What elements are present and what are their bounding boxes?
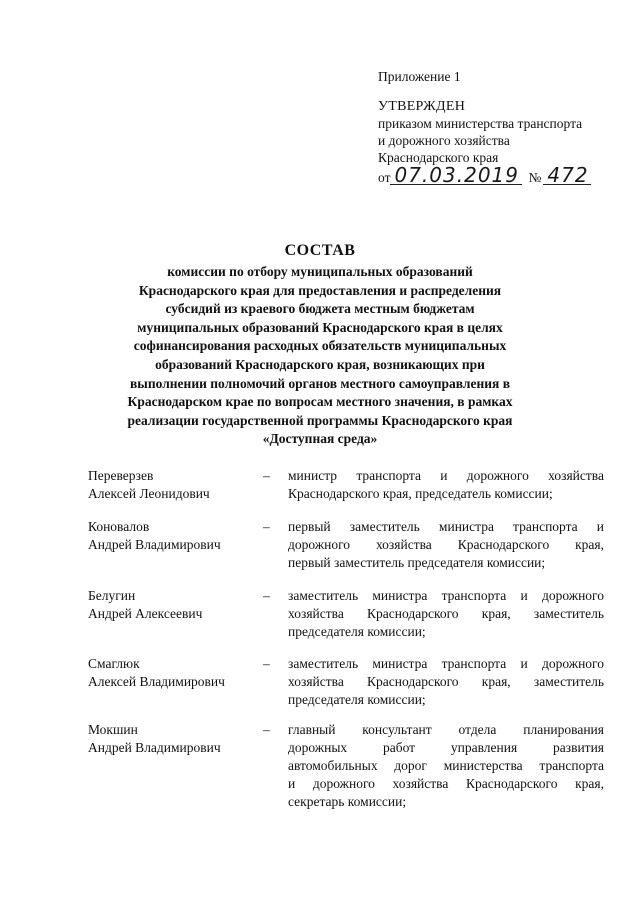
role-line: дорожных работ управления развития (288, 740, 604, 755)
member-dash: – (263, 588, 270, 603)
member-name (88, 655, 258, 691)
date-prefix: от (378, 170, 391, 185)
appendix-label: Приложение 1 (378, 69, 461, 84)
role-line: первый заместитель председателя комиссии; (288, 555, 546, 570)
role-line: Краснодарского края, председатель комиссии; (288, 486, 553, 501)
role-line: заместитель министра транспорта и дорожного (288, 656, 604, 671)
role-line: секретарь комиссии; (288, 794, 407, 809)
member-given-names: Андрей Владимирович (88, 740, 221, 755)
role-line: заместитель министра транспорта и дорожного (288, 588, 604, 603)
role-line: дорожного хозяйства Краснодарского края, (288, 537, 604, 552)
member-dash: – (263, 468, 270, 483)
member-surname: Мокшин (88, 722, 138, 737)
role-line: председателя комиссии; (288, 692, 426, 707)
order-number: 472 (543, 166, 591, 185)
subtitle-line: «Доступная среда» (262, 431, 378, 447)
member-role (288, 721, 604, 811)
approved-by-line-3: Краснодарского края (378, 150, 499, 165)
order-date-number-line (378, 163, 628, 187)
subtitle-line: выполнении полномочий органов местного самоуправления в (130, 375, 510, 391)
document-title: СОСТАВ (284, 242, 356, 259)
member-name (88, 587, 258, 623)
role-line: и дорожного хозяйства Краснодарского края, (288, 776, 604, 791)
approved-label: УТВЕРЖДЕН (378, 99, 466, 114)
member-role (288, 518, 604, 572)
subtitle-line: субсидий из краевого бюджета местным бюджетам (165, 301, 475, 317)
member-surname: Переверзев (88, 468, 154, 483)
member-name (88, 518, 258, 554)
member-role (288, 587, 604, 641)
member-dash: – (263, 722, 270, 737)
member-given-names: Алексей Леонидович (88, 486, 210, 501)
approved-by-line-1: приказом министерства транспорта (378, 116, 583, 131)
member-name (88, 721, 258, 757)
role-line: министр транспорта и дорожного хозяйства (288, 468, 604, 483)
member-given-names: Андрей Алексеевич (88, 606, 203, 621)
role-line: автомобильных дорог министерства транспорта (288, 758, 604, 773)
subtitle-line: Краснодарском крае по вопросам местного значения, в рамках (127, 394, 513, 410)
subtitle-line: образований Краснодарского края, возникающих при (155, 356, 485, 372)
member-role (288, 467, 604, 503)
order-date: 07.03.2019 (390, 166, 522, 185)
subtitle-line: муниципальных образований Краснодарского края в целях (137, 319, 503, 335)
role-line: хозяйства Краснодарского края, заместитель (288, 606, 604, 621)
number-sign: № (528, 170, 542, 185)
subtitle-line: комиссии по отбору муниципальных образований (167, 264, 473, 279)
document-subtitle (120, 263, 520, 449)
role-line: первый заместитель министра транспорта и (288, 519, 604, 534)
member-name (88, 467, 258, 503)
member-dash: – (263, 656, 270, 671)
member-given-names: Алексей Владимирович (88, 674, 225, 689)
member-surname: Смаглюк (88, 656, 140, 671)
approval-block (378, 68, 628, 186)
role-line: хозяйства Краснодарского края, заместитель (288, 674, 604, 689)
subtitle-line: Краснодарского края для предоставления и распределения (138, 282, 502, 298)
member-role (288, 655, 604, 709)
member-surname: Коновалов (88, 519, 150, 534)
subtitle-line: реализации государственной программы Краснодарского края (127, 412, 513, 428)
member-surname: Белугин (88, 588, 136, 603)
member-given-names: Андрей Владимирович (88, 537, 221, 552)
role-line: главный консультант отдела планирования (288, 722, 604, 737)
subtitle-line: софинансирования расходных обязательств муниципальных (133, 338, 507, 354)
member-dash: – (263, 519, 270, 534)
document-title-block (120, 241, 520, 449)
approved-by-line-2: и дорожного хозяйства (378, 133, 510, 148)
role-line: председателя комиссии; (288, 624, 426, 639)
